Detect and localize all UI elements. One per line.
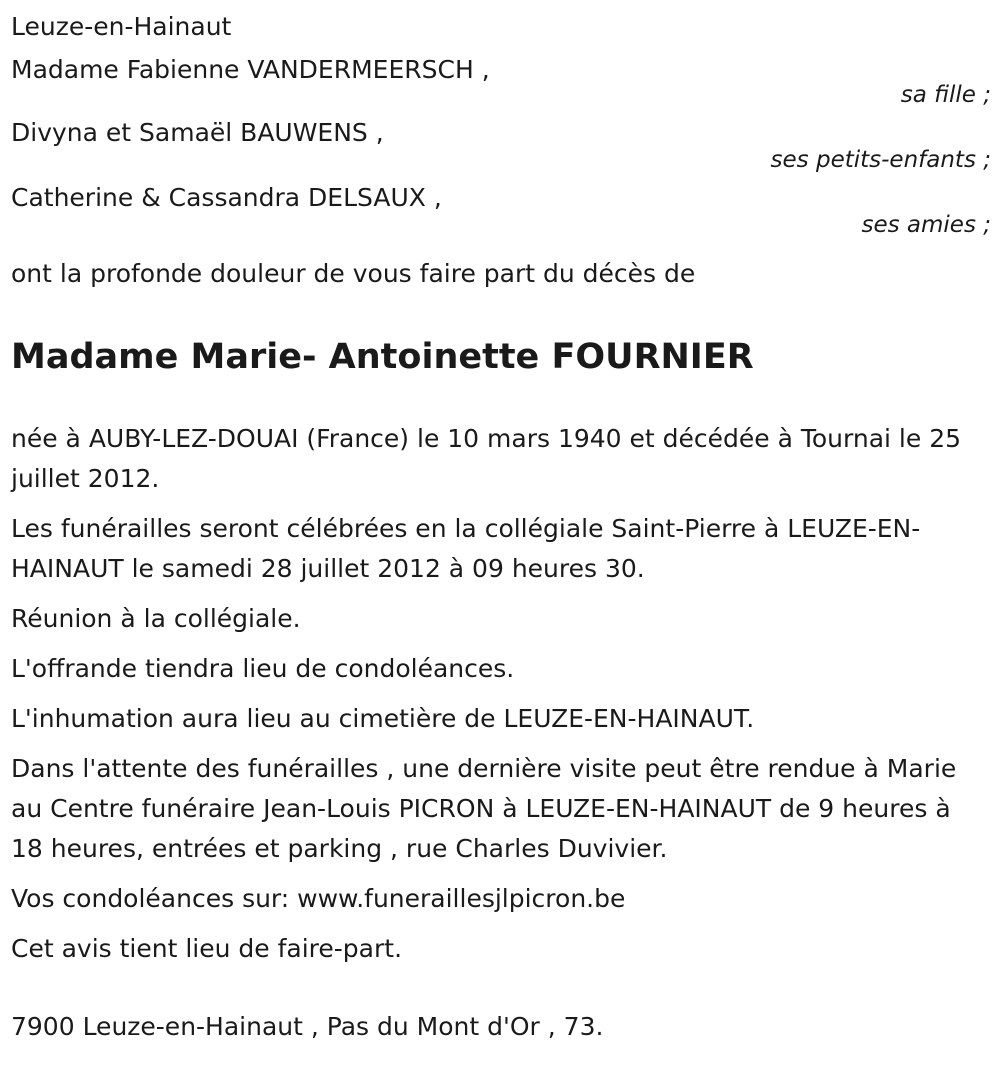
birth-death-paragraph: née à AUBY-LEZ-DOUAI (France) le 10 mars 1940 et décédée à Tournai le 25 juillet 2012. [11, 424, 962, 493]
announcement-text: ont la profonde douleur de vous faire part du décès de [11, 259, 696, 288]
family-relation: sa fille ; [900, 82, 991, 108]
family-entry [11, 182, 991, 239]
deceased-name: Madame Marie- Antoinette FOURNIER [11, 337, 754, 377]
family-names: Madame Fabienne VANDERMEERSCH , [11, 55, 490, 84]
family-entry [11, 54, 991, 109]
family-entry [11, 117, 991, 174]
visit-paragraph: Dans l'attente des funérailles , une dernière visite peut être rendue à Marie au Centre funéraire Jean-Louis PICRON à LEUZE-EN-HAINAUT de 9 heures à 18 heures, entrées et parking , rue Charles Duvivier. [11, 754, 957, 863]
details-section [11, 419, 991, 969]
family-relation: ses petits-enfants ; [770, 147, 991, 173]
offering-paragraph: L'offrande tiendra lieu de condoléances. [11, 654, 515, 683]
place-heading: Leuze-en-Hainaut [11, 12, 232, 41]
family-names: Divyna et Samaël BAUWENS , [11, 118, 384, 147]
meeting-paragraph: Réunion à la collégiale. [11, 604, 301, 633]
obituary-notice [11, 0, 991, 1045]
funeral-paragraph: Les funérailles seront célébrées en la collégiale Saint-Pierre à LEUZE-EN-HAINAUT le samedi 28 juillet 2012 à 09 heures 30. [11, 514, 921, 583]
family-names: Catherine & Cassandra DELSAUX , [11, 183, 442, 212]
family-relation: ses amies ; [861, 212, 991, 238]
burial-paragraph: L'inhumation aura lieu au cimetière de LEUZE-EN-HAINAUT. [11, 704, 755, 733]
address-line: 7900 Leuze-en-Hainaut , Pas du Mont d'Or , 73. [11, 1012, 604, 1041]
condolences-paragraph: Vos condoléances sur: www.funeraillesjlpicron.be [11, 884, 626, 913]
notice-paragraph: Cet avis tient lieu de faire-part. [11, 934, 403, 963]
family-list [11, 54, 991, 239]
